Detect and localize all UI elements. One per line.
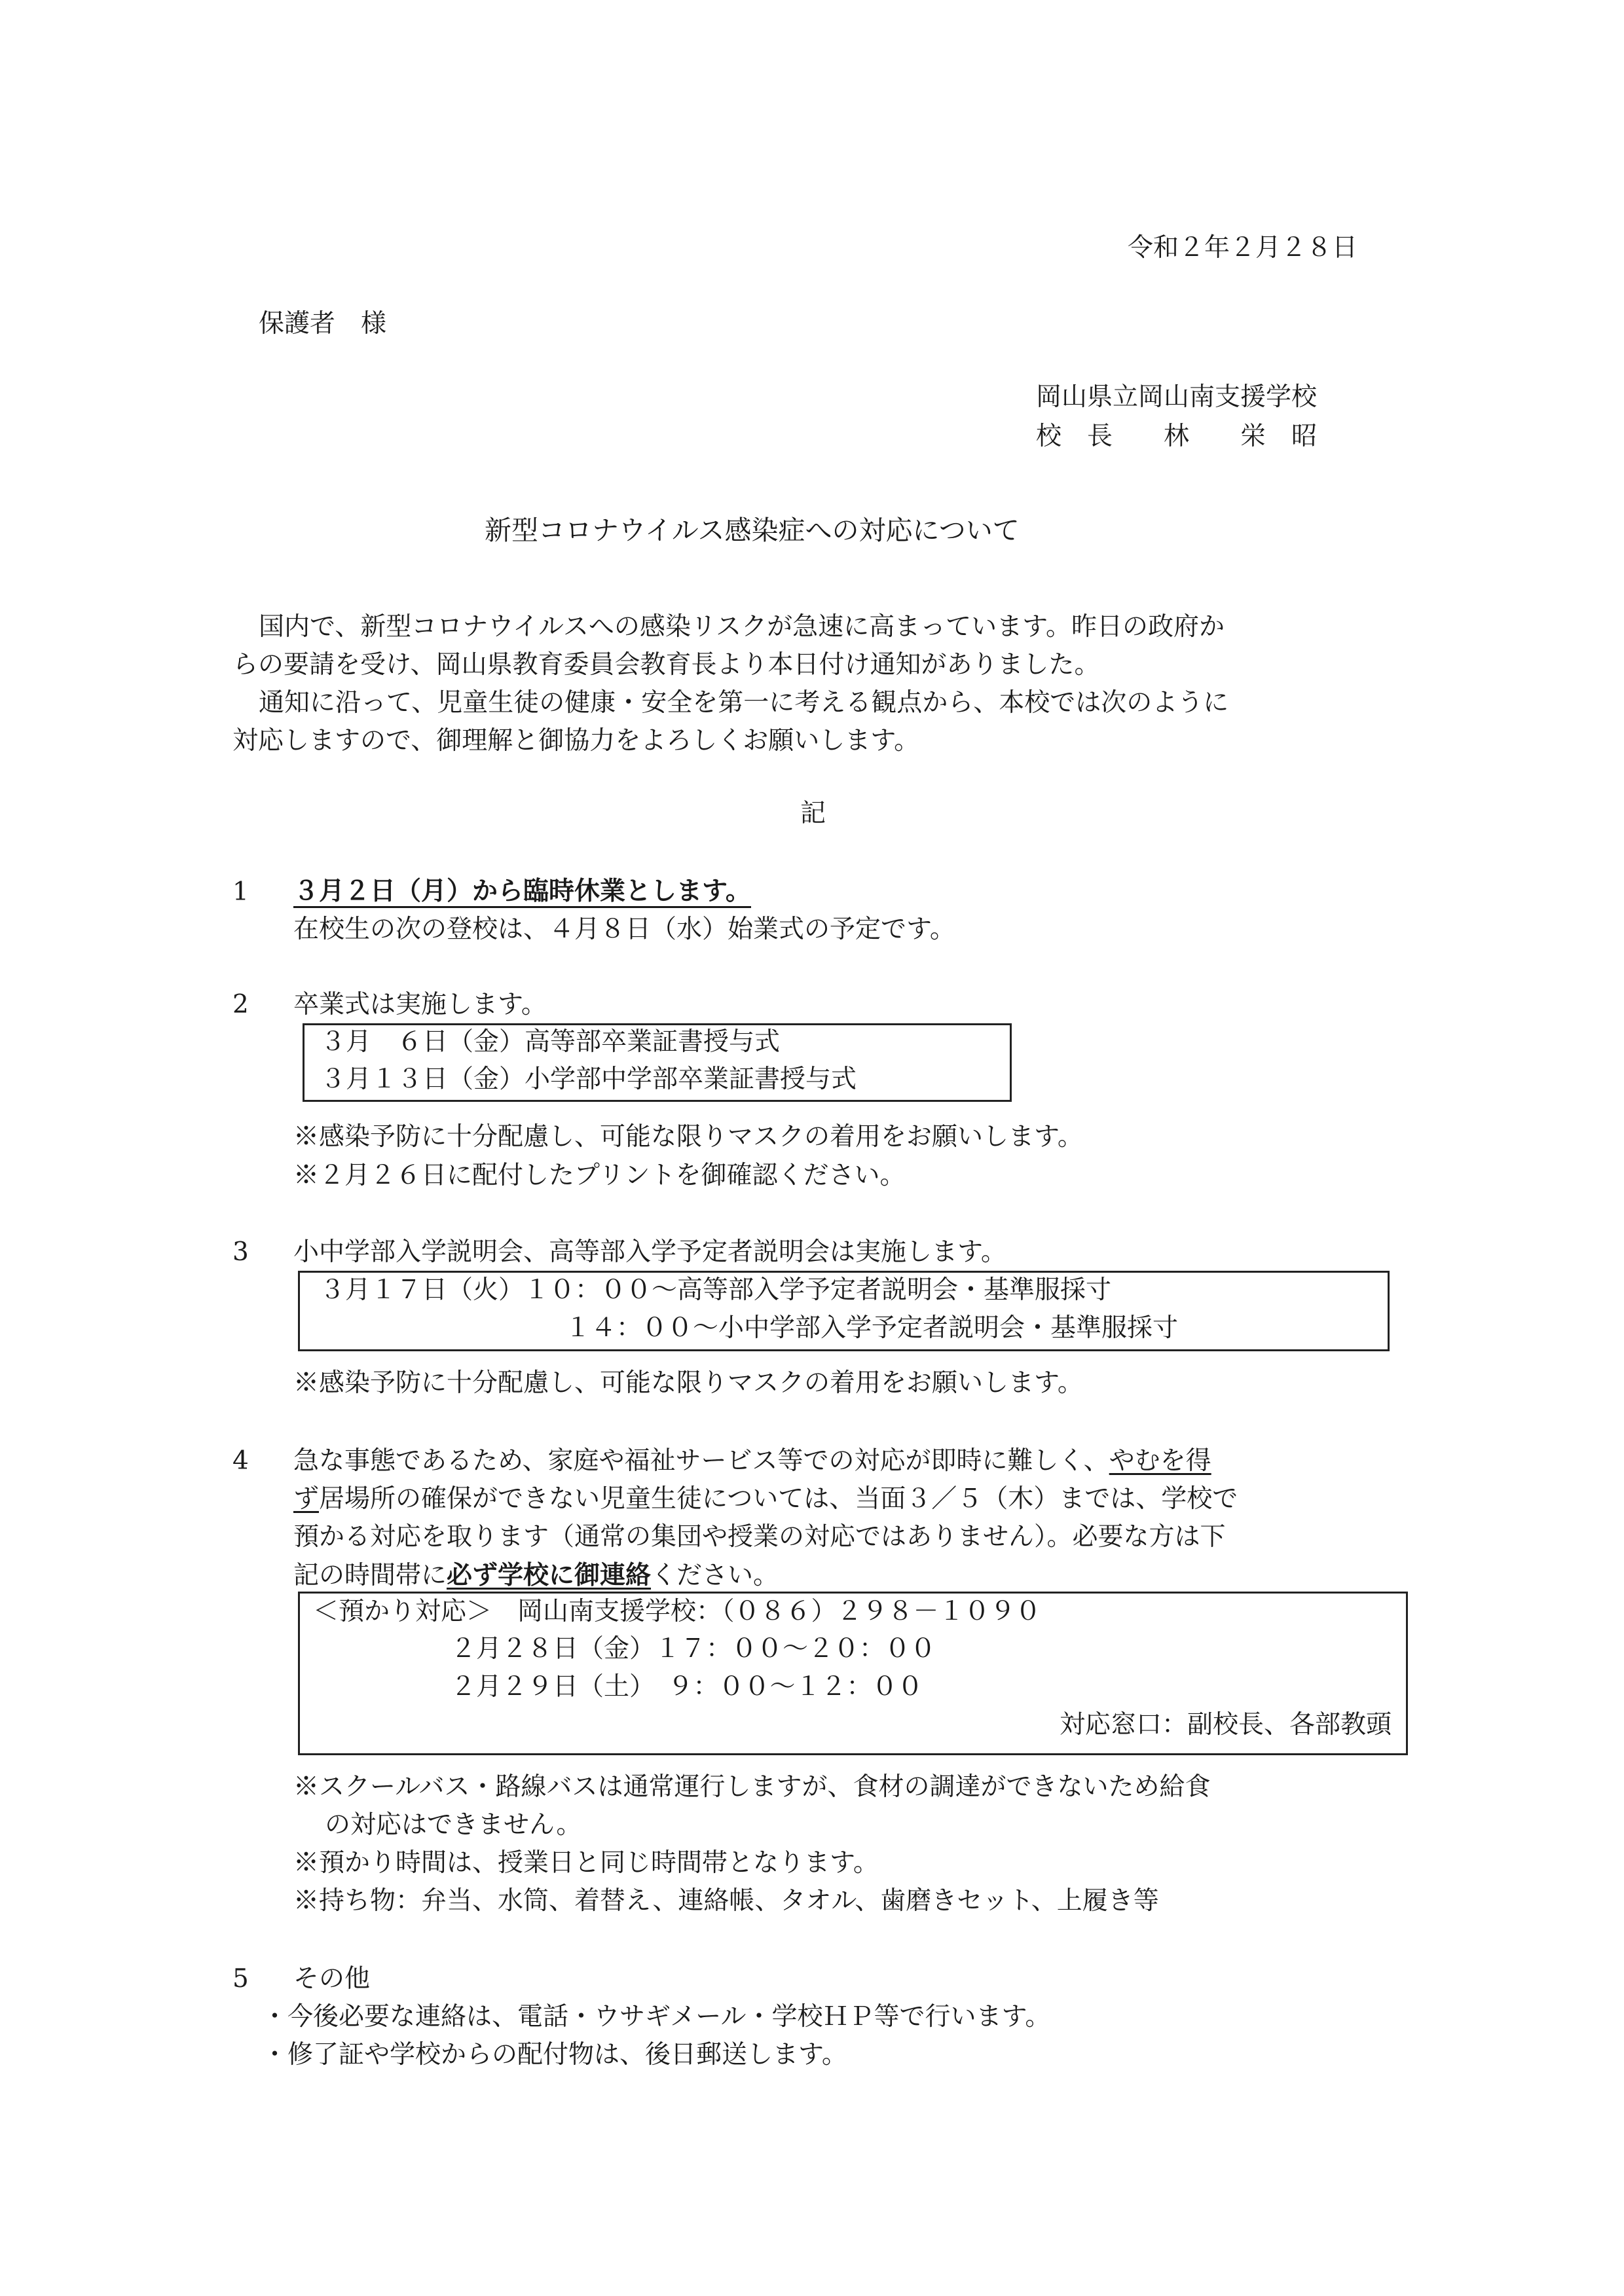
- note-line: ※預かり時間は、授業日と同じ時間帯となります。: [293, 1848, 879, 1878]
- section-3-heading: 小中学部入学説明会、高等部入学予定者説明会は実施します。: [293, 1237, 1006, 1267]
- childcare-contact-box: [298, 1592, 1408, 1755]
- school-name: 岡山県立岡山南支援学校: [1036, 382, 1318, 412]
- briefing-schedule-line: １４：００～小中学部入学予定者説明会・基準服採寸: [565, 1313, 1179, 1343]
- briefing-schedule-box: [298, 1271, 1390, 1351]
- addressee: 保護者 様: [259, 309, 387, 338]
- section-4-line: [293, 1484, 1238, 1515]
- section-4-text: ください。: [651, 1561, 779, 1590]
- childcare-time-line: ２月２９日（土） ９：００～１２：００: [451, 1672, 923, 1702]
- section-4-text: 居場所の確保ができない児童生徒については、当面３／５（木）までは、学校で: [319, 1484, 1238, 1514]
- section-4-line: 預かる対応を取ります（通常の集団や授業の対応ではありません）。必要な方は下: [293, 1522, 1226, 1552]
- next-school-day-line: 在校生の次の登校は、４月８日（水）始業式の予定です。: [293, 915, 955, 944]
- graduation-schedule-box: [303, 1023, 1012, 1102]
- childcare-contact-line: ＜預かり対応＞ 岡山南支援学校：（０８６）２９８－１０９０: [313, 1597, 1041, 1626]
- section-number: 2: [232, 990, 249, 1019]
- section-5-heading: その他: [293, 1964, 371, 1994]
- graduation-schedule-line: ３月 ６日（金）高等部卒業証書授与式: [320, 1027, 781, 1057]
- intro-line: らの要請を受け、岡山県教育委員会教育長より本日付け通知がありました。: [232, 650, 1100, 680]
- section-number: 5: [232, 1964, 249, 1994]
- note-line: の対応はできません。: [325, 1810, 582, 1840]
- closure-notice: ３月２日（月）から臨時休業とします。: [293, 877, 751, 908]
- note-line: ※２月２６日に配付したプリントを御確認ください。: [293, 1161, 906, 1190]
- graduation-schedule-line: ３月１３日（金）小学部中学部卒業証書授与式: [320, 1065, 857, 1094]
- underlined-text: ず: [293, 1484, 320, 1514]
- bullet-item: ・修了証や学校からの配付物は、後日郵送します。: [262, 2040, 847, 2069]
- childcare-time-line: ２月２８日（金）１７：００～２０：００: [451, 1634, 936, 1664]
- section-2-heading: 卒業式は実施します。: [293, 990, 547, 1019]
- section-4-line: [293, 1446, 1211, 1477]
- intro-line: 国内で、新型コロナウイルスへの感染リスクが急速に高まっています。昨日の政府か: [259, 612, 1225, 642]
- intro-line: 通知に沿って、児童生徒の健康・安全を第一に考える観点から、本校では次のように: [259, 688, 1229, 718]
- note-line: ※スクールバス・路線バスは通常運行しますが、食材の調達ができないため給食: [293, 1772, 1211, 1802]
- section-4-text: 急な事態であるため、家庭や福祉サービス等での対応が即時に難しく、: [293, 1446, 1109, 1476]
- section-4-text: 記の時間帯に: [293, 1561, 447, 1590]
- underlined-text: やむを得: [1109, 1446, 1211, 1476]
- note-line: ※感染予防に十分配慮し、可能な限りマスクの着用をお願いします。: [293, 1368, 1083, 1398]
- principal-name: 校 長 林 栄 昭: [1036, 422, 1318, 451]
- section-4-line: [293, 1560, 779, 1592]
- briefing-schedule-line: ３月１７日（火）１０：００～高等部入学予定者説明会・基準服採寸: [320, 1275, 1112, 1305]
- section-number: 4: [232, 1446, 249, 1476]
- bullet-item: ・今後必要な連絡は、電話・ウサギメール・学校ＨＰ等で行います。: [262, 2002, 1051, 2032]
- intro-line: 対応しますので、御理解と御協力をよろしくお願いします。: [232, 726, 920, 756]
- section-1-heading: [293, 876, 751, 908]
- section-number: 3: [232, 1237, 249, 1267]
- ki-heading: 記: [800, 799, 826, 828]
- letter-date: 令和２年２月２８日: [1128, 233, 1358, 263]
- note-line: ※感染予防に十分配慮し、可能な限りマスクの着用をお願いします。: [293, 1122, 1083, 1152]
- note-line: ※持ち物：弁当、水筒、着替え、連絡帳、タオル、歯磨きセット、上履き等: [293, 1886, 1159, 1916]
- section-number: 1: [232, 877, 249, 907]
- contact-request: 必ず学校に御連絡: [447, 1560, 652, 1590]
- document-title: 新型コロナウイルス感染症への対応について: [485, 515, 1020, 546]
- contact-desk: 対応窓口：副校長、各部教頭: [1059, 1710, 1392, 1740]
